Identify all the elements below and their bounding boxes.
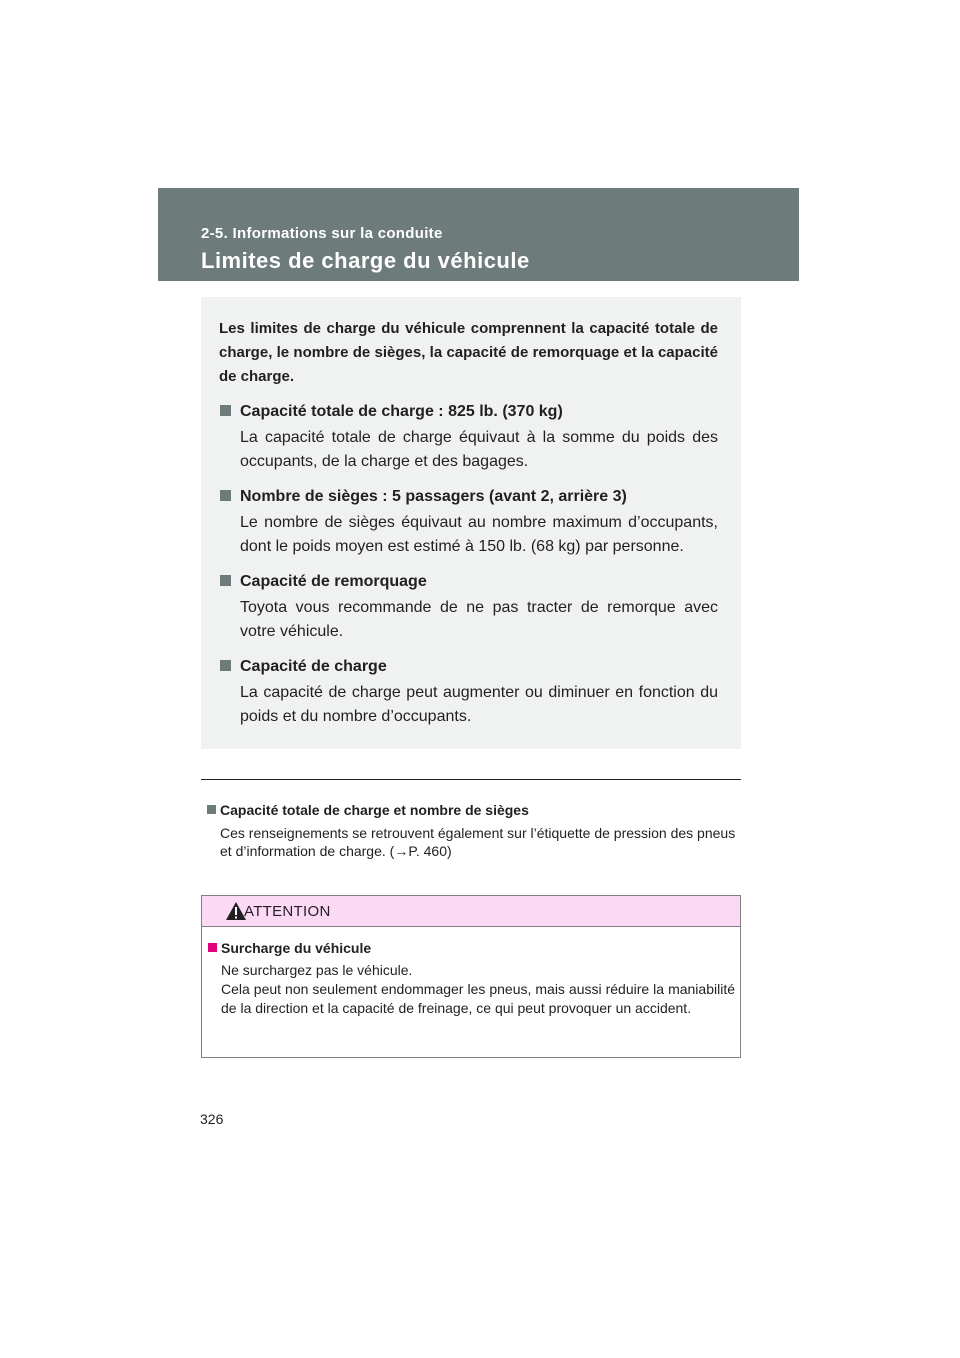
spec-title: Capacité de remorquage <box>240 573 427 590</box>
spec-item <box>219 571 718 644</box>
spec-item <box>219 656 718 729</box>
spec-body: La capacité totale de charge équivaut à la somme du poids des occupants, de la charge et des bagages. <box>240 429 718 470</box>
note-title: Capacité totale de charge et nombre de sièges <box>220 802 529 818</box>
spec-body: Toyota vous recommande de ne pas tracter de remorque avec votre véhicule. <box>240 599 718 640</box>
section-label: 2-5. Informations sur la conduite <box>201 225 443 242</box>
warning-content <box>202 927 740 1018</box>
spec-title: Capacité totale de charge : 825 lb. (370 kg) <box>240 403 563 420</box>
warning-title: Surcharge du véhicule <box>221 940 372 956</box>
square-bullet-icon <box>207 805 216 814</box>
spec-title: Nombre de sièges : 5 passagers (avant 2, arrière 3) <box>240 488 627 505</box>
spec-body: La capacité de charge peut augmenter ou diminuer en fonction du poids et du nombre d’occupants. <box>240 684 718 725</box>
square-bullet-icon <box>220 575 231 586</box>
warning-text: Cela peut non seulement endommager les pneus, mais aussi réduire la maniabilité de la direction et la capacité de freinage, ce qui peut provoquer un accident. <box>221 981 735 1016</box>
chapter-header <box>158 188 799 281</box>
section-divider <box>201 779 741 780</box>
warning-header <box>202 896 740 927</box>
info-note <box>207 801 737 860</box>
page-title: Limites de charge du véhicule <box>201 248 530 273</box>
spec-item <box>219 401 718 474</box>
summary-box <box>201 297 741 749</box>
square-bullet-icon <box>220 490 231 501</box>
spec-body: Le nombre de sièges équivaut au nombre maximum d’occupants, dont le poids moyen est estimé à 150 lb. (68 kg) par personne. <box>240 514 718 555</box>
page-number: 326 <box>200 1111 224 1127</box>
square-bullet-icon <box>220 405 231 416</box>
spec-item <box>219 486 718 559</box>
warning-heading: ATTENTION <box>244 903 331 920</box>
summary-intro: Les limites de charge du véhicule comprennent la capacité totale de charge, le nombre de sièges, la capacité de remorquage et la capacité de charge. <box>219 320 718 385</box>
spec-title: Capacité de charge <box>240 658 387 675</box>
warning-text: Ne surchargez pas le véhicule. <box>221 962 413 978</box>
square-bullet-icon <box>208 943 217 952</box>
square-bullet-icon <box>220 660 231 671</box>
warning-box <box>201 895 741 1058</box>
note-body: Ces renseignements se retrouvent également sur l’étiquette de pression des pneus et d’information de charge. (→P. 460) <box>220 825 736 859</box>
